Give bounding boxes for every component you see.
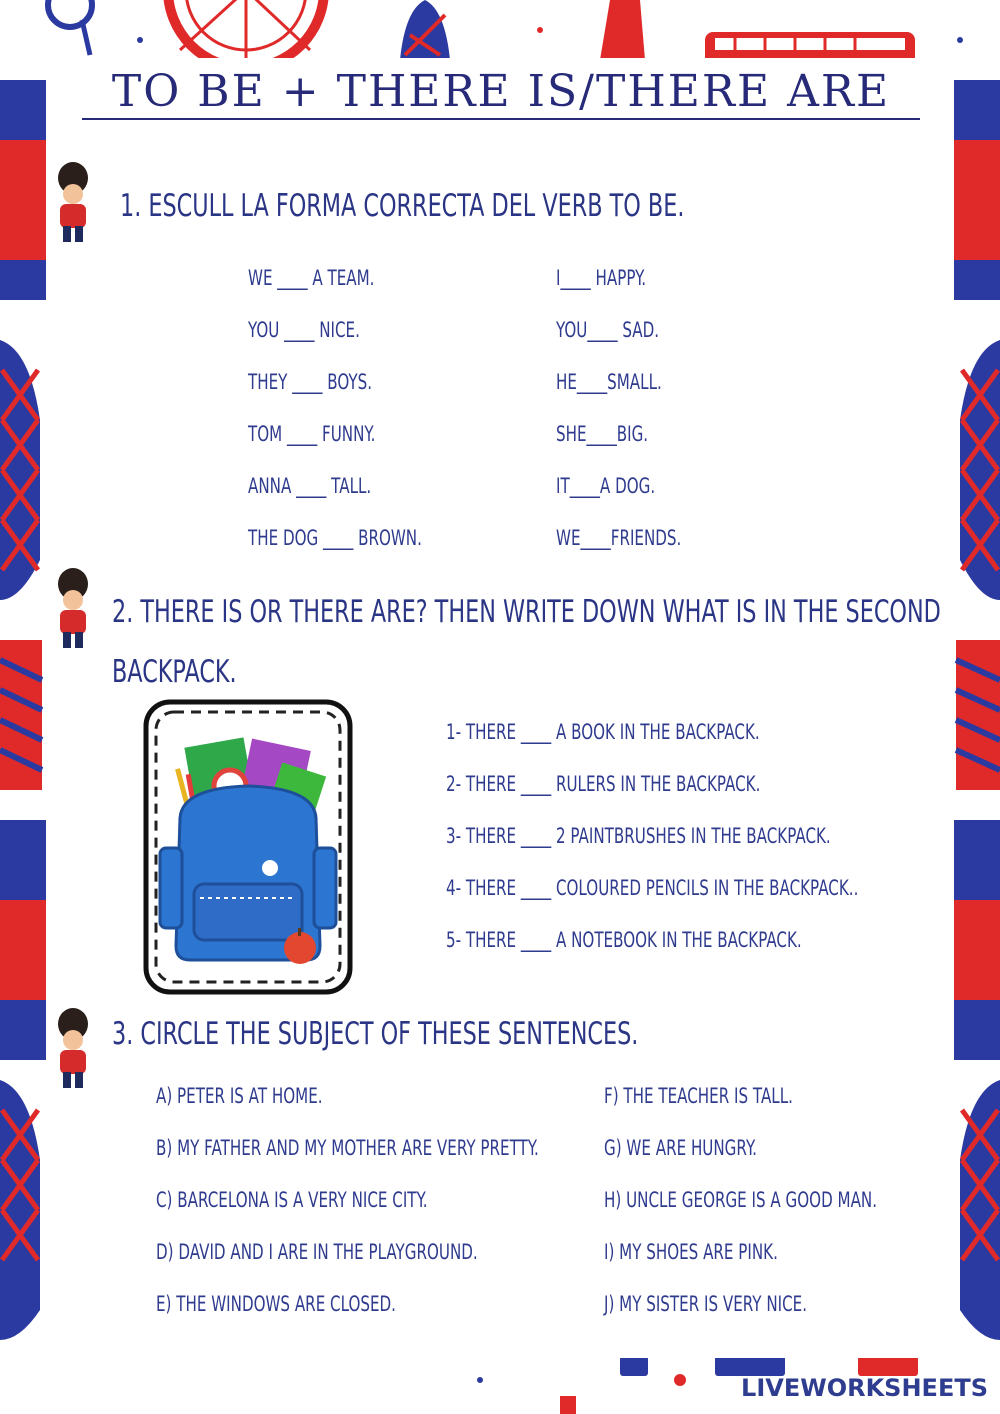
section2-heading: 2. THERE IS OR THERE ARE? THEN WRITE DOWN WHAT IS IN THE SECOND [112,594,941,630]
page-title: TO BE + THERE IS/THERE ARE [111,66,891,117]
section2-item: 3- THERE ____ 2 PAINTBRUSHES IN THE BACKPACK. [446,824,831,848]
section2-item: 2- THERE ____ RULERS IN THE BACKPACK. [446,772,761,796]
section1-right-item: I____ HAPPY. [556,266,647,290]
section2-item: 5- THERE ____ A NOTEBOOK IN THE BACKPACK. [446,928,802,952]
section3-heading: 3. CIRCLE THE SUBJECT OF THESE SENTENCES. [112,1016,639,1052]
section2-item: 4- THERE ____ COLOURED PENCILS IN THE BACKPACK.. [446,876,859,900]
section2-item: 1- THERE ____ A BOOK IN THE BACKPACK. [446,720,760,744]
section2-heading-cont: BACKPACK. [112,654,237,690]
section3-left-item: A) PETER IS AT HOME. [156,1084,323,1108]
section1-right-item: HE____SMALL. [556,370,662,394]
guard-icon [50,162,96,246]
watermark-text: LIVEWORKSHEETS [741,1374,988,1402]
gherkin-icon [400,0,450,60]
section3-right-item: F) THE TEACHER IS TALL. [604,1084,793,1108]
section1-left-item: WE ____ A TEAM. [248,266,375,290]
section1-right-item: SHE____BIG. [556,422,649,446]
guard-icon [50,1008,96,1092]
section3-left-item: D) DAVID AND I ARE IN THE PLAYGROUND. [156,1240,478,1264]
section3-right-item: J) MY SISTER IS VERY NICE. [604,1292,808,1316]
section3-right-item: G) WE ARE HUNGRY. [604,1136,757,1160]
guard-icon [50,568,96,652]
section3-left-item: B) MY FATHER AND MY MOTHER ARE VERY PRETTY. [156,1136,539,1160]
section1-left-item: ANNA ____ TALL. [248,474,372,498]
title-underline [82,118,920,120]
watermark-logo [741,1374,988,1402]
section1-left-item: THEY ____ BOYS. [248,370,373,394]
section3-right-item: H) UNCLE GEORGE IS A GOOD MAN. [604,1188,878,1212]
section1-left-item: TOM ____ FUNNY. [248,422,376,446]
section1-right-item: IT____A DOG. [556,474,656,498]
section1-left-item: YOU ____ NICE. [248,318,360,342]
section1-left-item: THE DOG ____ BROWN. [248,526,422,550]
section3-right-item: I) MY SHOES ARE PINK. [604,1240,778,1264]
section3-left-item: E) THE WINDOWS ARE CLOSED. [156,1292,396,1316]
section1-heading: 1. ESCULL LA FORMA CORRECTA DEL VERB TO BE. [120,188,685,224]
backpack-icon [142,698,354,998]
section1-right-item: WE____FRIENDS. [556,526,682,550]
section3-left-item: C) BARCELONA IS A VERY NICE CITY. [156,1188,428,1212]
section1-right-item: YOU____ SAD. [556,318,660,342]
